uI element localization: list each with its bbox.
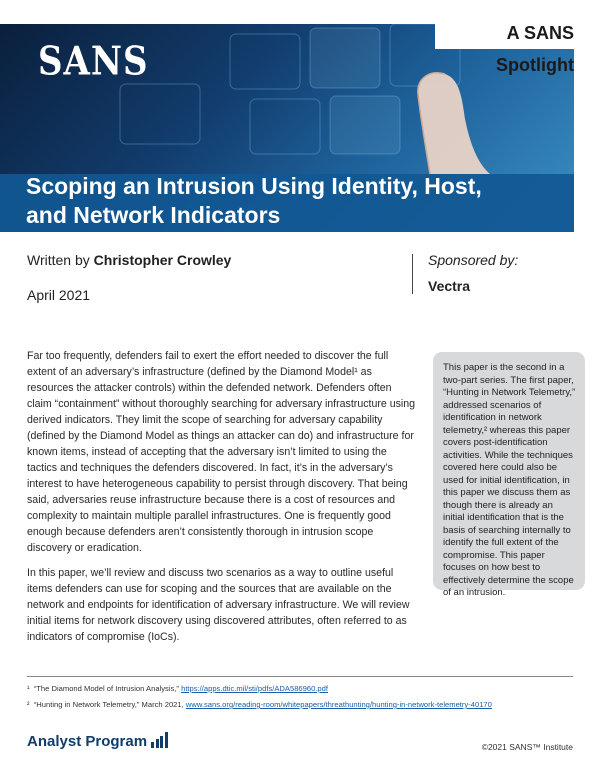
footnote-link[interactable]: https://apps.dtic.mil/sti/pdfs/ADA586960.pdf xyxy=(181,684,328,693)
publish-date: April 2021 xyxy=(27,287,91,303)
footnote-marker: ² xyxy=(27,700,30,709)
body-text xyxy=(27,348,417,654)
copyright: ©2021 SANS™ Institute xyxy=(481,742,573,752)
meta-divider xyxy=(412,254,413,294)
analyst-program-label: Analyst Program xyxy=(27,733,148,750)
body-paragraph: Far too frequently, defenders fail to exert the effort needed to discover the full extent of an adversary’s infrastructure (defined by the Diamond Model¹ as resources the attacker controls) within the defended network. Defenders often claim “containment” without thoroughly searching for adversary infrastructure using derived indicators. They limit the scope of searching for adversary capability (defined by the Diamond Model as things an attacker can do) and infrastructure for known items, instead of accepting that the adversary isn’t limited to using the tactics and techniques the defenders discovered. In fact, it’s in the adversary’s interest to have heterogeneous capability to persist through discovery. That being said, adversaries reuse infrastructure because there is a cost of resources and complexity to maintain multiple parallel infrastructures. One is frequently good enough because defenders aren’t consistently thorough in intrusion scope discovery or eradication. xyxy=(27,350,416,554)
sponsor-name: Vectra xyxy=(428,278,471,294)
footnote-text: “The Diamond Model of Intrusion Analysis,” xyxy=(33,684,179,693)
sidebar-callout xyxy=(433,352,585,598)
footnote-link[interactable]: www.sans.org/reading-room/whitepapers/threathunting/hunting-in-network-telemetry-40170 xyxy=(185,700,492,709)
footnote-marker: ¹ xyxy=(27,684,30,693)
page-title: Scoping an Intrusion Using Identity, Host, and Network Indicators xyxy=(26,173,482,228)
footnote-2 xyxy=(27,700,492,709)
footnote-divider xyxy=(27,676,573,677)
bar-chart-icon xyxy=(151,732,168,748)
author-line xyxy=(27,252,231,268)
spotlight-label: A SANS Spotlight xyxy=(435,17,600,49)
body-paragraph: In this paper, we’ll review and discuss two scenarios as a way to outline useful items defenders can use for scoping and the sources that are available on the network and endpoints for identification of adversary infrastructure. We will review initial items for network discovery using discovered attributes, often referred to as indicators of compromise (IoCs). xyxy=(27,567,410,643)
footnote-1 xyxy=(27,684,328,693)
written-by-label: Written by xyxy=(27,252,90,268)
footnote-text: “Hunting in Network Telemetry,” March 2021, xyxy=(33,700,184,709)
author-name: Christopher Crowley xyxy=(93,252,232,268)
sidebar-text: This paper is the second in a two-part series. The first paper, “Hunting in Network Telemetry,” addressed scenarios of identification in network telemetry,² whereas this paper covers post-identification activities. While the techniques covered here could also be used for initial identification, in this paper we discuss them as though there is already an initial identification that is the basis of searching internally to identify the full extent of the compromise. This paper focuses on how best to effectively determine the scope of an intrusion. xyxy=(443,362,576,598)
sans-logo: SANS xyxy=(38,39,149,85)
finger-graphic xyxy=(418,73,490,174)
sponsored-by-label: Sponsored by: xyxy=(428,252,519,268)
analyst-program-logo xyxy=(27,732,168,750)
